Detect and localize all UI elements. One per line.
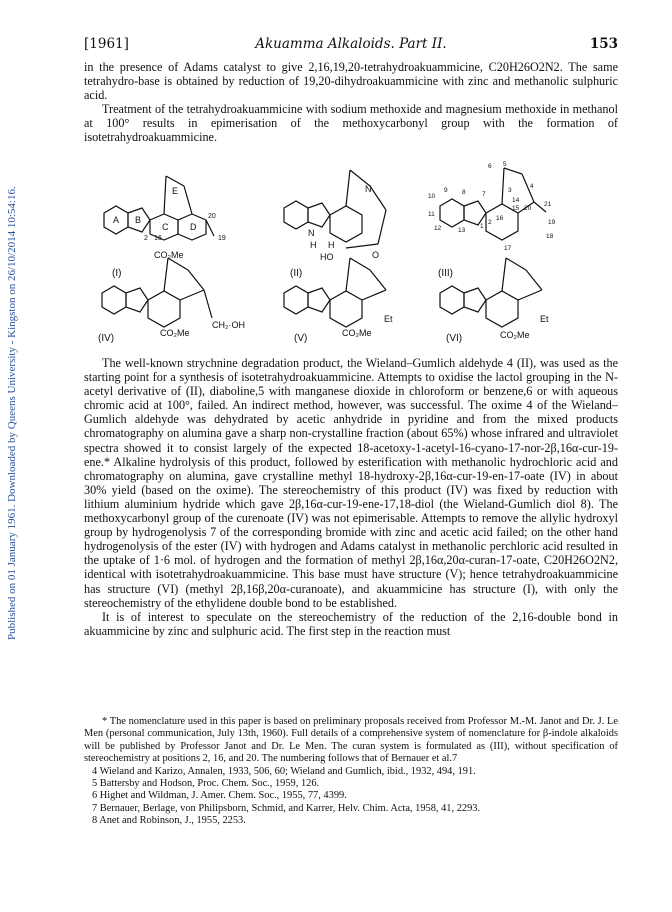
atom-number-6: 6 [488, 163, 492, 170]
structure-VI [440, 258, 549, 343]
running-header [84, 36, 618, 56]
intro-paragraph-2: Treatment of the tetrahydroakuammicine with sodium methoxide and magnesium methoxide in methanol at 100° results in epimerisation of the methoxycarbonyl group with the formation of isotetrahydroakuammicine. [84, 102, 618, 145]
reference-5: 5 Battersby and Hodson, Proc. Chem. Soc., 1959, 126. [92, 778, 320, 790]
substituent-et-V: Et [384, 314, 393, 324]
atom-number-18: 18 [546, 233, 554, 240]
reference-7: 7 Bernauer, Berlage, von Philipsborn, Schmid, and Karrer, Helv. Chim. Acta, 1958, 41, 2293. [92, 802, 481, 814]
atom-number-1: 1 [480, 223, 484, 230]
label-III: (III) [438, 268, 453, 279]
atom-number-20: 20 [208, 213, 216, 220]
substituent-ch2oh: CH₂·OH [212, 320, 245, 330]
footnotes [84, 716, 618, 828]
atom-O: O [372, 250, 380, 260]
download-watermark [6, 120, 20, 640]
atom-number-9: 9 [444, 187, 448, 194]
atom-number-10: 10 [428, 193, 436, 200]
atom-number-19: 19 [218, 235, 226, 242]
atom-number-21: 21 [544, 201, 552, 208]
substituent-co2me: CO₂Me [154, 250, 184, 260]
atom-number-8: 8 [462, 189, 466, 196]
atom-number-20: 20 [524, 205, 532, 212]
intro-paragraph-1: in the presence of Adams catalyst to give 2,16,19,20-tetrahydroakuammicine, C20H26O2N2. The same tetrahydro-base is obtained by reduction of 19,20-dihydroakuammicine with zinc and methanolic sulphuric acid. [84, 60, 618, 103]
atom-number-5: 5 [503, 161, 507, 168]
substituent-co2me-VI: CO₂Me [500, 330, 530, 340]
atom-number-2: 2 [144, 235, 148, 242]
atom-number-19: 19 [548, 219, 556, 226]
structure-I [104, 176, 226, 279]
atom-number-17: 17 [504, 245, 512, 252]
structure-figure [84, 158, 618, 343]
atom-N-indole: N [308, 228, 315, 238]
atom-number-16: 16 [496, 215, 504, 222]
page-number: 153 [589, 36, 618, 52]
label-VI: (VI) [446, 333, 463, 343]
ring-label-A: A [113, 215, 120, 225]
structure-III [428, 161, 556, 279]
header-title: Akuamma Alkaloids. Part II. [255, 36, 447, 52]
header-year: [1961] [84, 36, 129, 52]
ring-label-E: E [172, 186, 179, 196]
atom-number-13: 13 [458, 227, 466, 234]
label-I: (I) [112, 268, 122, 279]
atom-number-7: 7 [482, 191, 486, 198]
label-V: (V) [294, 333, 308, 343]
ring-label-C: C [162, 222, 169, 232]
intro-text [84, 60, 618, 145]
atom-number-2: 2 [488, 219, 492, 226]
atom-N-bridge: N [365, 184, 372, 194]
atom-number-16: 16 [154, 235, 162, 242]
atom-H-2: H [328, 240, 335, 250]
atom-H-1: H [310, 240, 317, 250]
structure-II [284, 170, 386, 279]
substituent-co2me-V: CO₂Me [342, 328, 372, 338]
substituent-et-VI: Et [540, 314, 549, 324]
reference-6: 6 Highet and Wildman, J. Amer. Chem. Soc., 1955, 77, 4399. [92, 790, 347, 802]
reference-4: 4 Wieland and Karizo, Annalen, 1933, 506, 60; Wieland and Gumlich, ibid., 1932, 494, 191. [92, 765, 476, 777]
atom-number-15: 15 [512, 205, 520, 212]
structure-diagram [84, 158, 618, 343]
atom-number-3: 3 [508, 187, 512, 194]
watermark-text: Published on 01 January 1961. Downloaded by Queens University - Kingston on 26/10/2014 10:54:16. [6, 186, 18, 640]
atom-number-4: 4 [530, 183, 534, 190]
substituent-co2me-IV: CO₂Me [160, 328, 190, 338]
reference-8: 8 Anet and Robinson, J., 1955, 2253. [92, 815, 246, 827]
paragraph-speculation: It is of interest to speculate on the stereochemistry of the reduction of the 2,16-double bond in akuammicine by zinc and sulphuric acid. The first step in the reaction must [84, 609, 618, 638]
paragraph-synthesis: The well-known strychnine degradation product, the Wieland–Gumlich aldehyde 4 (II), was used as the starting point for a synthesis of isotetrahydroakuammicine. Attempts to oxidise the lactol grouping in the N-acetyl derivative of (II), diaboline,5 with manganese dioxide in chloroform or benzene,6 or with aqueous chromic acid at 100°, failed. An indirect method, however, was successful. The oxime 4 of the Wieland–Gumlich aldehyde was dehydrated by acetic anhydride in pyridine and from the mixed products chromatography on alumina gave a sharp non-crystalline fraction (about 65%) whose infrared and ultraviolet spectra showed it to consist largely of the expected 18-acetoxy-1-acetyl-16-cyano-17-nor-2β,16α-cur-19-ene.* Alkaline hydrolysis of this product, followed by esterification with methanolic hydrochloric acid and chromatography on alumina, gave crystalline methyl 18-hydroxy-2β,16α-cur-19-en-17-oate (IV) in about 30% yield (based on the oxime). The stereochemistry of this product (IV) was fixed by reduction with lithium aluminium hydride which gave 2β,16α-cur-19-ene-17,18-diol (the Wieland-Gumlich diol 8). The methoxycarbonyl group of the curenoate (IV) was not epimerisable. Attempts to remove the allylic hydroxyl group by hydrogenolysis 7 of the corresponding bromide with zinc and acetic acid failed; on the other hand hydrogenolysis of the ester (IV) with hydrogen and Adams catalyst in methanolic perchloric acid resulted in the uptake of 1·6 mol. of hydrogen and the formation of methyl 2β,16α,20α-curan-17-oate, C20H26O2N2, identical with isotetrahydroakuammicine. This base must have structure (V); hence tetrahydroakuammicine has structure (VI) (methyl 2β,16β,20α-curanoate), and akuammicine has structure (I), with only the stereochemistry of the ethylidene double bond to be established. [84, 356, 618, 610]
atom-number-11: 11 [428, 211, 435, 218]
ring-label-B: B [135, 215, 142, 225]
atom-number-12: 12 [434, 225, 442, 232]
atom-number-14: 14 [512, 197, 520, 204]
main-text [84, 356, 618, 638]
label-IV: (IV) [98, 333, 115, 343]
label-II: (II) [290, 268, 303, 279]
atom-HO: HO [320, 252, 334, 262]
footnote-nomenclature: * The nomenclature used in this paper is based on preliminary proposals received from Professor M.-M. Janot and Dr. J. Le Men (personal communication, July 13th, 1960). Full details of a comprehensive system of nomenclature for β-indole alkaloids will be published by Professor Janot and Dr. Le Men. The curan system is formulated as (III), without specification of stereochemistry at positions 2, 16, and 20. The numbering follows that of Bernauer et al.7 [84, 716, 618, 765]
ring-label-D: D [190, 222, 197, 232]
